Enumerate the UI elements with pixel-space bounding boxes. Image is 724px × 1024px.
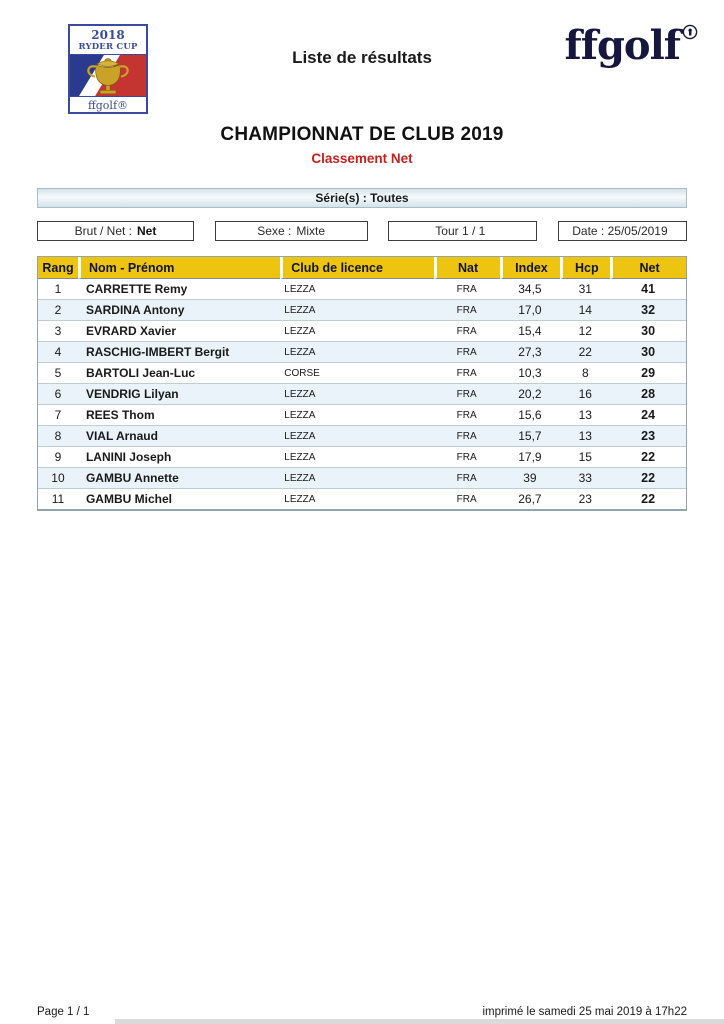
results-table-wrap (37, 256, 687, 511)
classement-subtitle: Classement Net (311, 151, 413, 166)
scan-edge-strip (115, 1019, 724, 1024)
cell-club: LEZZA (280, 300, 433, 321)
ryder-cup-year: 2018 (91, 28, 125, 42)
cell-hcp: 13 (560, 405, 610, 426)
page-footer (37, 1006, 687, 1018)
filter-brut-net (37, 221, 194, 241)
filter-date (558, 221, 687, 241)
cell-index: 15,4 (500, 321, 561, 342)
cell-index: 15,6 (500, 405, 561, 426)
cell-name: CARRETTE Remy (78, 279, 280, 300)
cell-club: LEZZA (280, 405, 433, 426)
cell-name: REES Thom (78, 405, 280, 426)
cell-name: RASCHIG-IMBERT Bergit (78, 342, 280, 363)
cell-net: 24 (610, 405, 686, 426)
ryder-cup-brand: ffgolf® (87, 99, 129, 112)
cell-index: 26,7 (500, 489, 561, 510)
cell-index: 39 (500, 468, 561, 489)
cell-nat: FRA (434, 384, 500, 405)
cell-nat: FRA (434, 342, 500, 363)
header-nat: Nat (434, 257, 500, 279)
results-body (38, 279, 686, 510)
cell-rank: 1 (38, 279, 78, 300)
cell-index: 20,2 (500, 384, 561, 405)
header-name: Nom - Prénom (78, 257, 280, 279)
cell-rank: 11 (38, 489, 78, 510)
filter-brut-net-label: Brut / Net : (74, 224, 132, 238)
cell-hcp: 13 (560, 426, 610, 447)
cell-nat: FRA (434, 300, 500, 321)
cell-index: 17,9 (500, 447, 561, 468)
cell-club: LEZZA (280, 447, 433, 468)
footer-page-number: Page 1 / 1 (37, 1006, 90, 1018)
header-club: Club de licence (280, 257, 433, 279)
cell-rank: 10 (38, 468, 78, 489)
results-table (37, 256, 687, 511)
cell-club: LEZZA (280, 468, 433, 489)
cell-rank: 3 (38, 321, 78, 342)
cell-rank: 4 (38, 342, 78, 363)
filter-date-label: Date : 25/05/2019 (572, 224, 668, 238)
table-row (38, 468, 686, 489)
filter-tour-label: Tour 1 / 1 (435, 224, 486, 238)
table-row (38, 279, 686, 300)
cell-index: 34,5 (500, 279, 561, 300)
cell-net: 22 (610, 468, 686, 489)
cell-rank: 2 (38, 300, 78, 321)
cell-index: 10,3 (500, 363, 561, 384)
cell-rank: 9 (38, 447, 78, 468)
cell-name: EVRARD Xavier (78, 321, 280, 342)
cell-net: 29 (610, 363, 686, 384)
cell-index: 17,0 (500, 300, 561, 321)
filter-tour (388, 221, 537, 241)
cell-index: 15,7 (500, 426, 561, 447)
ryder-cup-event: RYDER CUP (78, 41, 138, 52)
cell-rank: 7 (38, 405, 78, 426)
footer-print-date: imprimé le samedi 25 mai 2019 à 17h22 (482, 1006, 687, 1018)
cell-name: VIAL Arnaud (78, 426, 280, 447)
table-row (38, 447, 686, 468)
header-index: Index (500, 257, 561, 279)
cell-nat: FRA (434, 489, 500, 510)
cell-net: 28 (610, 384, 686, 405)
cell-nat: FRA (434, 447, 500, 468)
cell-club: LEZZA (280, 342, 433, 363)
cell-rank: 5 (38, 363, 78, 384)
cell-net: 41 (610, 279, 686, 300)
cell-club: LEZZA (280, 426, 433, 447)
cell-rank: 6 (38, 384, 78, 405)
header-hcp: Hcp (560, 257, 610, 279)
document-header (0, 0, 724, 118)
cell-club: CORSE (280, 363, 433, 384)
table-row (38, 321, 686, 342)
cell-nat: FRA (434, 468, 500, 489)
header-rank: Rang (38, 257, 78, 279)
cell-hcp: 31 (560, 279, 610, 300)
cell-net: 22 (610, 489, 686, 510)
cell-hcp: 15 (560, 447, 610, 468)
ffgolf-wordmark: ffgolf (564, 22, 680, 69)
table-row (38, 489, 686, 510)
cell-net: 32 (610, 300, 686, 321)
cell-club: LEZZA (280, 321, 433, 342)
cell-name: SARDINA Antony (78, 300, 280, 321)
filters-row (37, 221, 687, 241)
table-row (38, 426, 686, 447)
table-row (38, 300, 686, 321)
cell-name: GAMBU Annette (78, 468, 280, 489)
cell-nat: FRA (434, 321, 500, 342)
table-row (38, 342, 686, 363)
championship-title: CHAMPIONNAT DE CLUB 2019 (220, 124, 504, 145)
cell-club: LEZZA (280, 279, 433, 300)
cell-hcp: 8 (560, 363, 610, 384)
filter-brut-net-value: Net (137, 224, 157, 238)
cell-index: 27,3 (500, 342, 561, 363)
cell-nat: FRA (434, 279, 500, 300)
cell-nat: FRA (434, 363, 500, 384)
table-row (38, 363, 686, 384)
registered-rooster-icon (682, 24, 698, 40)
cell-net: 22 (610, 447, 686, 468)
cell-hcp: 14 (560, 300, 610, 321)
table-row (38, 405, 686, 426)
cell-club: LEZZA (280, 489, 433, 510)
ffgolf-logo (564, 22, 698, 69)
filter-sexe-value: Mixte (296, 224, 325, 238)
cell-name: LANINI Joseph (78, 447, 280, 468)
table-header-row (38, 257, 686, 279)
cell-nat: FRA (434, 405, 500, 426)
cell-nat: FRA (434, 426, 500, 447)
table-row (38, 384, 686, 405)
cell-net: 30 (610, 321, 686, 342)
filter-sexe-label: Sexe : (257, 224, 292, 238)
filter-sexe (215, 221, 368, 241)
document-title: Liste de résultats (292, 48, 432, 67)
cell-net: 30 (610, 342, 686, 363)
cell-hcp: 33 (560, 468, 610, 489)
cell-hcp: 23 (560, 489, 610, 510)
series-band: Série(s) : Toutes (37, 188, 687, 208)
cell-hcp: 16 (560, 384, 610, 405)
cell-hcp: 12 (560, 321, 610, 342)
cell-rank: 8 (38, 426, 78, 447)
cell-name: VENDRIG Lilyan (78, 384, 280, 405)
cell-name: BARTOLI Jean-Luc (78, 363, 280, 384)
cell-net: 23 (610, 426, 686, 447)
championship-block (0, 124, 724, 166)
ryder-cup-logo (68, 24, 148, 114)
cell-club: LEZZA (280, 384, 433, 405)
cell-hcp: 22 (560, 342, 610, 363)
cell-name: GAMBU Michel (78, 489, 280, 510)
header-net: Net (610, 257, 686, 279)
